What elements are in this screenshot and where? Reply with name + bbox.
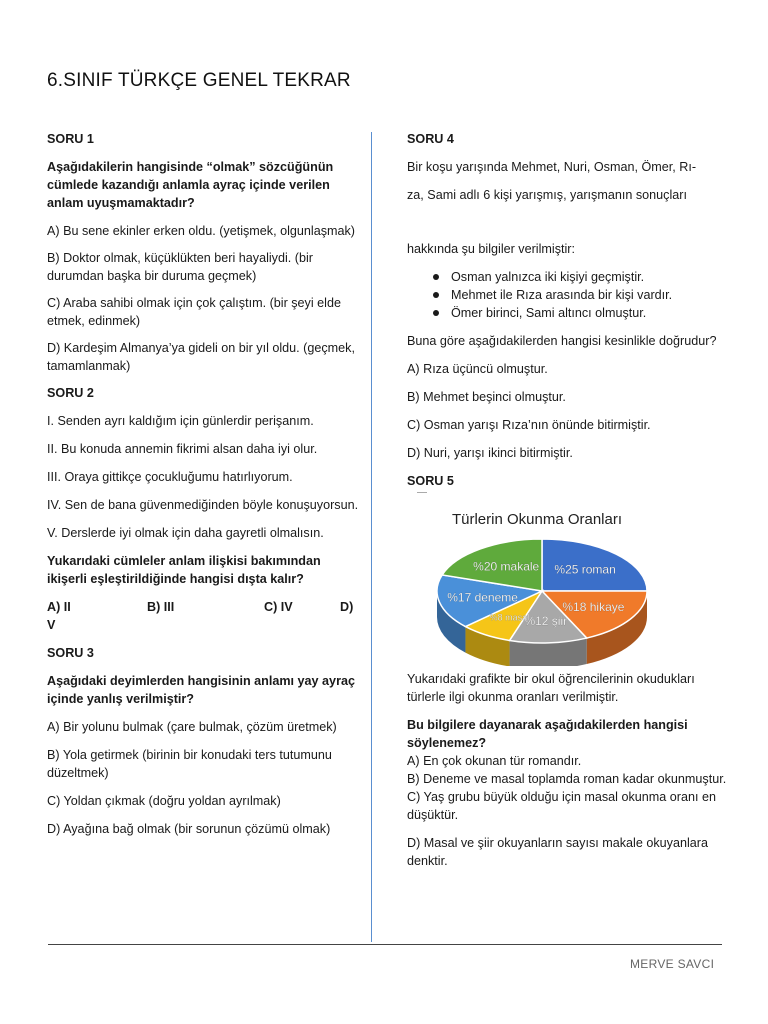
- q4-clue-list: [407, 268, 727, 322]
- q4-stem: Buna göre aşağıdakilerden hangisi kesinlikle doğrudur?: [407, 334, 717, 348]
- q1-option-c: C) Araba sahibi olmak için çok çalıştım. (bir şeyi elde etmek, edinmek): [47, 296, 341, 328]
- q4-heading: SORU 4: [407, 132, 454, 146]
- q4-option-a: A) Rıza üçüncü olmuştur.: [407, 362, 548, 376]
- chart-corner-mark: [417, 492, 427, 493]
- q4-option-b: B) Mehmet beşinci olmuştur.: [407, 390, 566, 404]
- pie-label-2: %12 şiir: [524, 614, 568, 629]
- q5-option-c: C) Yaş grubu büyük olduğu için masal okunma oranı en düşüktür.: [407, 790, 716, 822]
- chart-title: Türlerin Okunma Oranları: [451, 511, 623, 528]
- pie-label-3: %8 masal: [489, 612, 530, 623]
- q2-sentence-5: V. Derslerde iyi olmak için daha gayretli olmalısın.: [47, 526, 324, 540]
- q5-description: Yukarıdaki grafikte bir okul öğrencilerinin okudukları türlerle ilgi okunma oranları verilmiştir.: [407, 672, 695, 704]
- q1-option-a: A) Bu sene ekinler erken oldu. (yetişmek, olgunlaşmak): [47, 224, 355, 238]
- q1-stem: Aşağıdakilerin hangisinde “olmak” sözcüğünün cümlede kazandığı anlamla ayraç içinde verilen anlam uyuşmamaktadır?: [47, 160, 334, 210]
- q2-sentence-2: II. Bu konuda annemin fikrimi alsan daha iyi olur.: [47, 442, 318, 456]
- q1-option-b: B) Doktor olmak, küçüklükten beri hayaliydi. (bir durumdan başka bir duruma geçmek): [47, 251, 313, 283]
- q5-option-b: B) Deneme ve masal toplamda roman kadar okunmuştur.: [407, 772, 727, 786]
- pie-label-1: %18 hikaye: [562, 600, 625, 615]
- footer-rule: [48, 944, 722, 945]
- q5-heading: SORU 5: [407, 474, 454, 488]
- q4-clue-1: Osman yalnızca iki kişiyi geçmiştir.: [451, 268, 727, 286]
- q2-option-b: B) III: [147, 600, 175, 614]
- footer-author: MERVE SAVCI: [630, 957, 715, 971]
- q2-option-d: D): [340, 600, 354, 614]
- q5-option-a: A) En çok okunan tür romandır.: [407, 754, 582, 768]
- q2-option-a: A) II: [47, 600, 71, 614]
- q4-option-c: C) Osman yarışı Rıza’nın önünde bitirmiştir.: [407, 418, 651, 432]
- q5-option-d: D) Masal ve şiir okuyanların sayısı makale okuyanlara denktir.: [407, 836, 708, 868]
- q4-intro-line-2: za, Sami adlı 6 kişi yarışmış, yarışmanın sonuçları: [407, 188, 687, 202]
- q2-options: [47, 598, 362, 616]
- q2-option-d-value: V: [47, 618, 56, 632]
- pie-label-4: %17 deneme: [447, 590, 518, 605]
- q1-heading: SORU 1: [47, 132, 94, 146]
- q2-sentence-4: IV. Sen de bana güvenmediğinden böyle konuşuyorsun.: [47, 498, 359, 512]
- pie-label-0: %25 roman: [554, 562, 616, 577]
- q3-option-b: B) Yola getirmek (birinin bir konudaki ters tutumunu düzeltmek): [47, 748, 332, 780]
- q5-stem: Bu bilgilere dayanarak aşağıdakilerden hangisi söylenemez?: [407, 718, 688, 750]
- q4-clue-3: Ömer birinci, Sami altıncı olmuştur.: [451, 304, 727, 322]
- q4-intro-line-1: Bir koşu yarışında Mehmet, Nuri, Osman, Ömer, Rı-: [407, 160, 697, 174]
- q2-stem: Yukarıdaki cümleler anlam ilişkisi bakımından ikişerli eşleştirildiğinde hangisi dışta kalır?: [47, 554, 321, 586]
- right-column: [407, 130, 727, 870]
- pie-chart: [417, 496, 667, 666]
- page-title: 6.SINIF TÜRKÇE GENEL TEKRAR: [47, 70, 351, 91]
- column-divider: [371, 132, 372, 942]
- q2-sentence-1: I. Senden ayrı kaldığım için günlerdir perişanım.: [47, 414, 314, 428]
- q2-sentence-3: III. Oraya gittikçe çocukluğumu hatırlıyorum.: [47, 470, 293, 484]
- q4-clue-2: Mehmet ile Rıza arasında bir kişi vardır.: [451, 286, 727, 304]
- q3-heading: SORU 3: [47, 646, 94, 660]
- left-column: [47, 130, 362, 838]
- q2-option-c: C) IV: [264, 600, 293, 614]
- q3-option-a: A) Bir yolunu bulmak (çare bulmak, çözüm üretmek): [47, 720, 337, 734]
- q2-heading: SORU 2: [47, 386, 94, 400]
- q4-option-d: D) Nuri, yarışı ikinci bitirmiştir.: [407, 446, 573, 460]
- q4-intro-line-3: hakkında şu bilgiler verilmiştir:: [407, 242, 575, 256]
- reading-rates-chart: [417, 496, 667, 666]
- q1-option-d: D) Kardeşim Almanya’ya gideli on bir yıl oldu. (geçmek, tamamlanmak): [47, 341, 355, 373]
- pie-label-5: %20 makale: [473, 559, 540, 574]
- q3-stem: Aşağıdaki deyimlerden hangisinin anlamı yay ayraç içinde yanlış verilmiştir?: [47, 674, 355, 706]
- q3-option-c: C) Yoldan çıkmak (doğru yoldan ayrılmak): [47, 794, 281, 808]
- q3-option-d: D) Ayağına bağ olmak (bir sorunun çözümü olmak): [47, 822, 331, 836]
